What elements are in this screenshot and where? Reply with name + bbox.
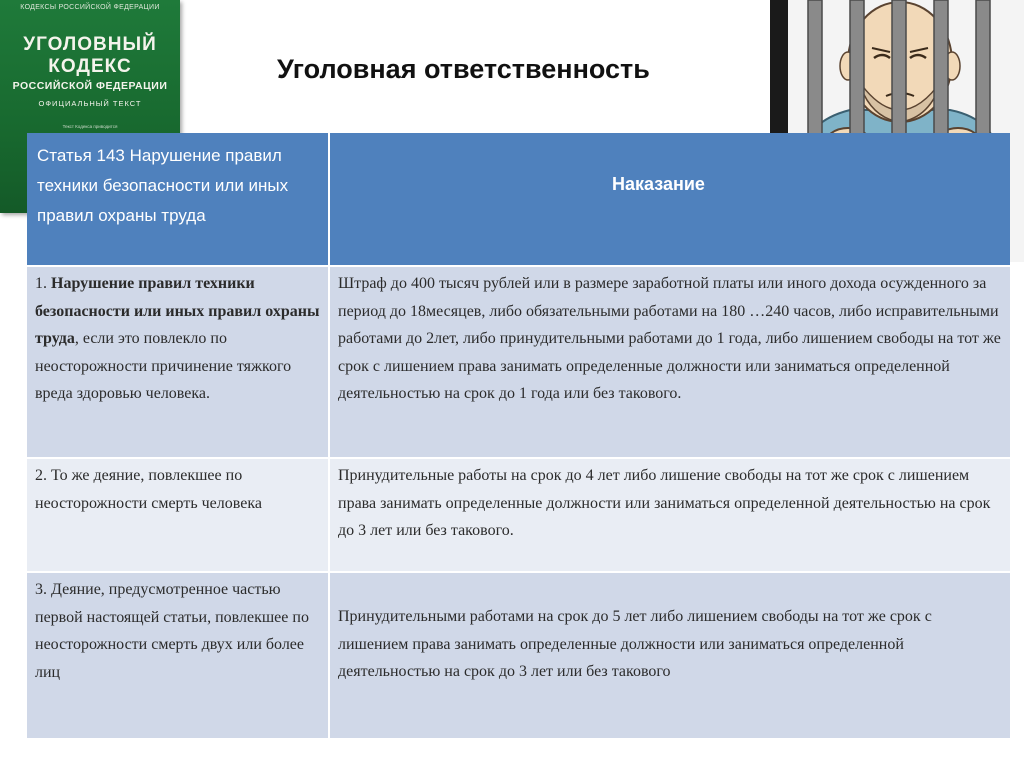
page-title: Уголовная ответственность [277, 54, 650, 84]
penalty-cell: Штраф до 400 тысяч рублей или в размере заработной платы или иного дохода осужденного за период до 18месяцев, либо обязательными работами на 180 …240 часов, либо исправительными работами до 2лет, либо принудительными работами до 1 года, либо лишением свободы на тот же срок с лишением права занимать определенные должности или заниматься определенной деятельностью на срок до 1 года или без такового. [330, 267, 1010, 457]
book-header: КОДЕКСЫ РОССИЙСКОЙ ФЕДЕРАЦИИ [20, 4, 160, 11]
header-article-cell: Статья 143 Нарушение правил техники безопасности или иных правил охраны труда [27, 133, 328, 265]
offense-rest: , если это повлекло по неосторожности причинение тяжкого вреда здоровью человека. [35, 330, 292, 403]
offense-cell [27, 267, 328, 457]
penalties-table [27, 133, 1010, 738]
offense-bold: Нарушение правил техники безопасности или иных правил охраны труда [35, 275, 320, 348]
penalty-cell: Принудительные работы на срок до 4 лет либо лишение свободы на тот же срок с лишением права занимать определенные должности или заниматься определенной деятельностью на срок до 3 лет или без такового. [330, 459, 1010, 571]
header-penalty-cell [330, 133, 1010, 265]
book-subtitle: РОССИЙСКОЙ ФЕДЕРАЦИИ [12, 80, 168, 92]
offense-cell: 3. Деяние, предусмотренное частью первой настоящей статьи, повлекшее по неосторожности смерть двух или более лиц [27, 573, 328, 738]
table-row [27, 459, 1010, 571]
offense-cell: 2. То же деяние, повлекшее по неосторожности смерть человека [27, 459, 328, 571]
table-header-row [27, 133, 1010, 265]
header-penalty-label: Наказание [612, 174, 705, 194]
book-small-text: Текст Кодекса приводится [62, 124, 118, 129]
book-title-line2: КОДЕКС [48, 56, 132, 77]
book-title-line1: УГОЛОВНЫЙ [23, 34, 157, 55]
offense-prefix: 1. [35, 275, 51, 292]
book-note: ОФИЦИАЛЬНЫЙ ТЕКСТ [38, 99, 142, 108]
penalty-cell: Принудительными работами на срок до 5 лет либо лишением свободы на тот же срок с лишением права занимать определенные должности или заниматься определенной деятельностью на срок до 3 лет или без такового [330, 573, 1010, 738]
table-row [27, 267, 1010, 457]
table-row [27, 573, 1010, 738]
